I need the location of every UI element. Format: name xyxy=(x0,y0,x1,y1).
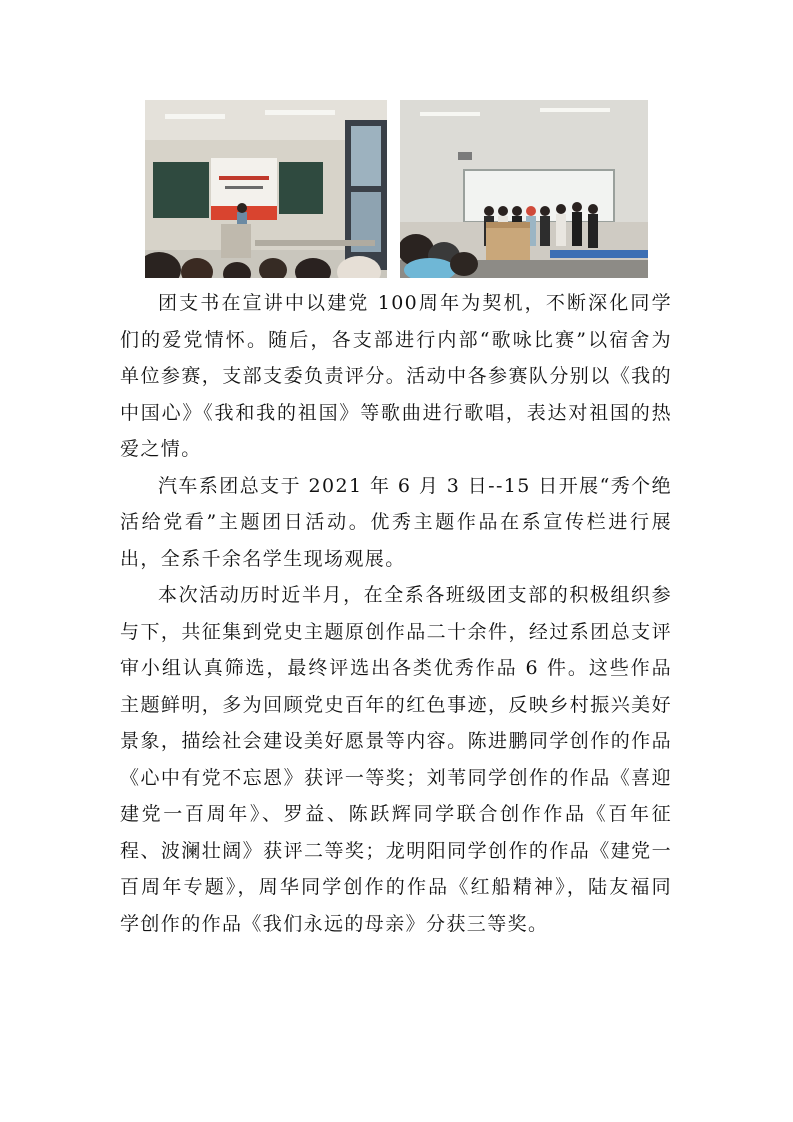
paragraph: 团支书在宣讲中以建党 100周年为契机，不断深化同学们的爱党情怀。随后，各支部进行内部“歌咏比赛”以宿舍为单位参赛，支部支委负责评分。活动中各参赛队分别以《我的中国心》《我和我的祖国》等歌曲进行歌唱，表达对祖国的热爱之情。 xyxy=(120,292,672,460)
photo-row xyxy=(145,100,648,280)
paragraph: 本次活动历时近半月，在全系各班级团支部的积极组织参与下，共征集到党史主题原创作品二十余件，经过系团总支评审小组认真筛选，最终评选出各类优秀作品 6 件。这些作品主题鲜明，多为回顾党史百年的红色事迹，反映乡村振兴美好景象，描绘社会建设美好愿景等内容。陈进鹏同学创作的作品《心中有党不忘恩》获评一等奖；刘苇同学创作的作品《喜迎建党一百周年》、罗益、陈跃辉同学联合创作作品《百年征程、波澜壮阔》获评二等奖；龙明阳同学创作的作品《建党一百周年专题》，周华同学创作的作品《红船精神》，陆友福同学创作的作品《我们永远的母亲》分获三等奖。 xyxy=(120,584,672,935)
article-body xyxy=(120,285,672,942)
paragraph: 汽车系团总支于 2021 年 6 月 3 日--15 日开展“秀个绝活给党看”主题团日活动。优秀主题作品在系宣传栏进行展出，全系千余名学生现场观展。 xyxy=(120,474,672,570)
singing-photo xyxy=(400,100,648,278)
lecture-photo xyxy=(145,100,387,278)
